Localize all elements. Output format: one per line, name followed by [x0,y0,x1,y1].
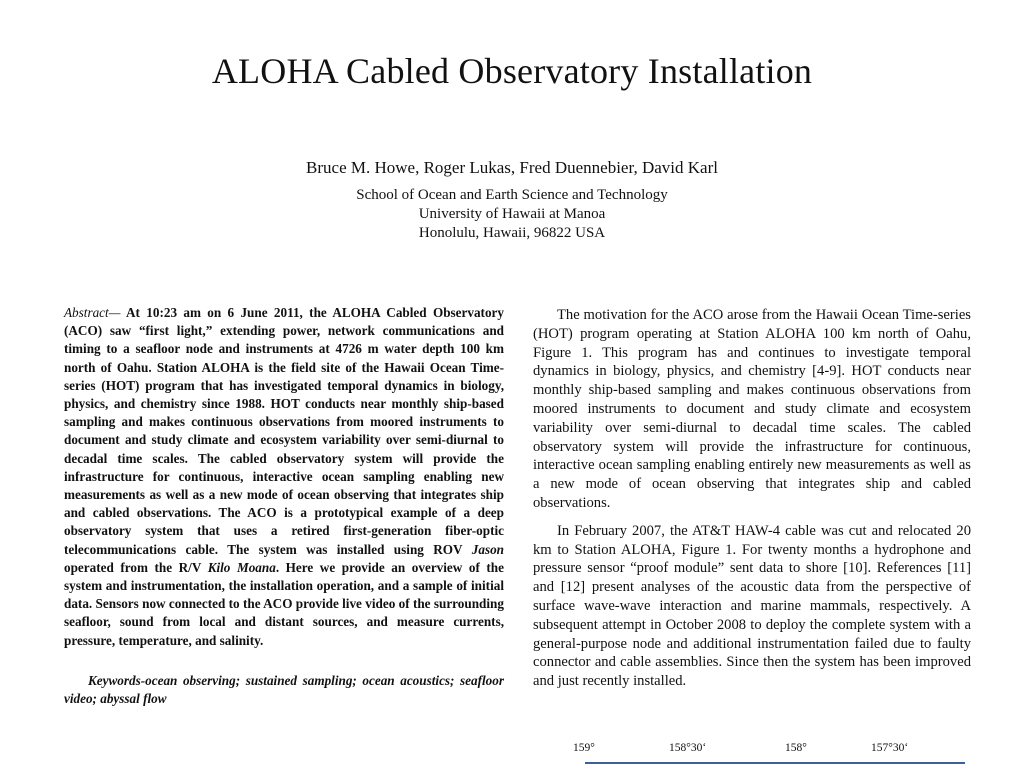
keywords-paragraph: Keywords-ocean observing; sustained sampling; ocean acoustics; seafloor video; abyssal flow [64,672,504,706]
affiliation-university: University of Hawaii at Manoa [418,206,606,222]
affiliation-address: Honolulu, Hawaii, 96822 USA [418,225,606,241]
affiliation-school: School of Ocean and Earth Science and Technology [356,187,668,203]
body-paragraph-1: The motivation for the ACO arose from the Hawaii Ocean Time-series (HOT) program operating at Station ALOHA 100 km north of Oahu, Figure 1. This program has and continues to investigate temporal dynamics in biology, physics, and chemistry [4-9]. HOT conducts near monthly ship-based sampling and makes continuous observations from moored instruments to document and study climate and ecosystem variability over semi-diurnal to decadal time scales. The cabled observatory system will provide the infrastructure for continuous, interactive ocean sampling enabling entirely new measurements as well as a new mode of ocean observing that integrates ship and cabled observations. [533,307,971,511]
abstract-text-part-1: At 10:23 am on 6 June 2011, the ALOHA Cabled Observatory (ACO) saw “first light,” extending power, network communications and timing to a seafloor node and instruments at 4726 m water depth 100 km north of Oahu. Station ALOHA is the field site of the Hawaii Ocean Time-series (HOT) program that has investigated temporal dynamics in biology, physics, and chemistry since 1988. HOT conducts near monthly ship-based sampling and makes continuous observations from moored instruments to document and study climate and ecosystem variability over semi-diurnal to decadal time scales. The cabled observatory system will provide the infrastructure for continuous, interactive ocean sampling enabling new measurements as well as a new mode of ocean observing that integrates ship and cabled observations. The ACO is a prototypical example of a deep observatory system that uses a retired first-generation fiber-optic telecommunications cable. The system was installed using ROV [64,305,504,557]
left-column [64,304,504,708]
author-list: Bruce M. Howe, Roger Lukas, Fred Duennebier, David Karl [306,158,718,177]
paper-title: ALOHA Cabled Observatory Installation [211,51,813,91]
longitude-label-159: 159° [573,742,595,754]
right-column [533,306,971,691]
longitude-label-157-30: 157°30‘ [871,742,909,754]
longitude-label-158-30: 158°30‘ [669,742,707,754]
body-paragraph-2: In February 2007, the AT&T HAW-4 cable was cut and relocated 20 km to Station ALOHA, Figure 1. For twenty months a hydrophone and pressure sensor “proof module” sent data to shore [10]. References [11] and [12] present analyses of the acoustic data from the perspective of surface wave-wave interaction and marine mammals, respectively. A subsequent attempt in October 2008 to deploy the complete system with a general-purpose node and additional instrumentation failed due to faulty connector and cable assemblies. Since then the system has been improved and just recently installed. [533,522,971,690]
figure-1-map-top-edge [533,742,971,767]
affiliation-block [0,186,1024,243]
abstract-text-part-3: . Here we provide an overview of the system and instrumentation, the installation operation, and a sample of initial data. Sensors now connected to the ACO provide live video of the surrounding seafloor, sound from local and distant sources, and measure currents, pressure, temperature, and salinity. [64,559,504,648]
map-frame-top-border [585,762,965,764]
ship-name: Kilo Moana [207,559,276,575]
abstract-label: Abstract— [64,305,121,320]
abstract-paragraph [64,304,504,650]
abstract-text-part-2: operated from the R/V [64,559,208,575]
rov-name: Jason [471,541,504,557]
longitude-label-158: 158° [785,742,807,754]
